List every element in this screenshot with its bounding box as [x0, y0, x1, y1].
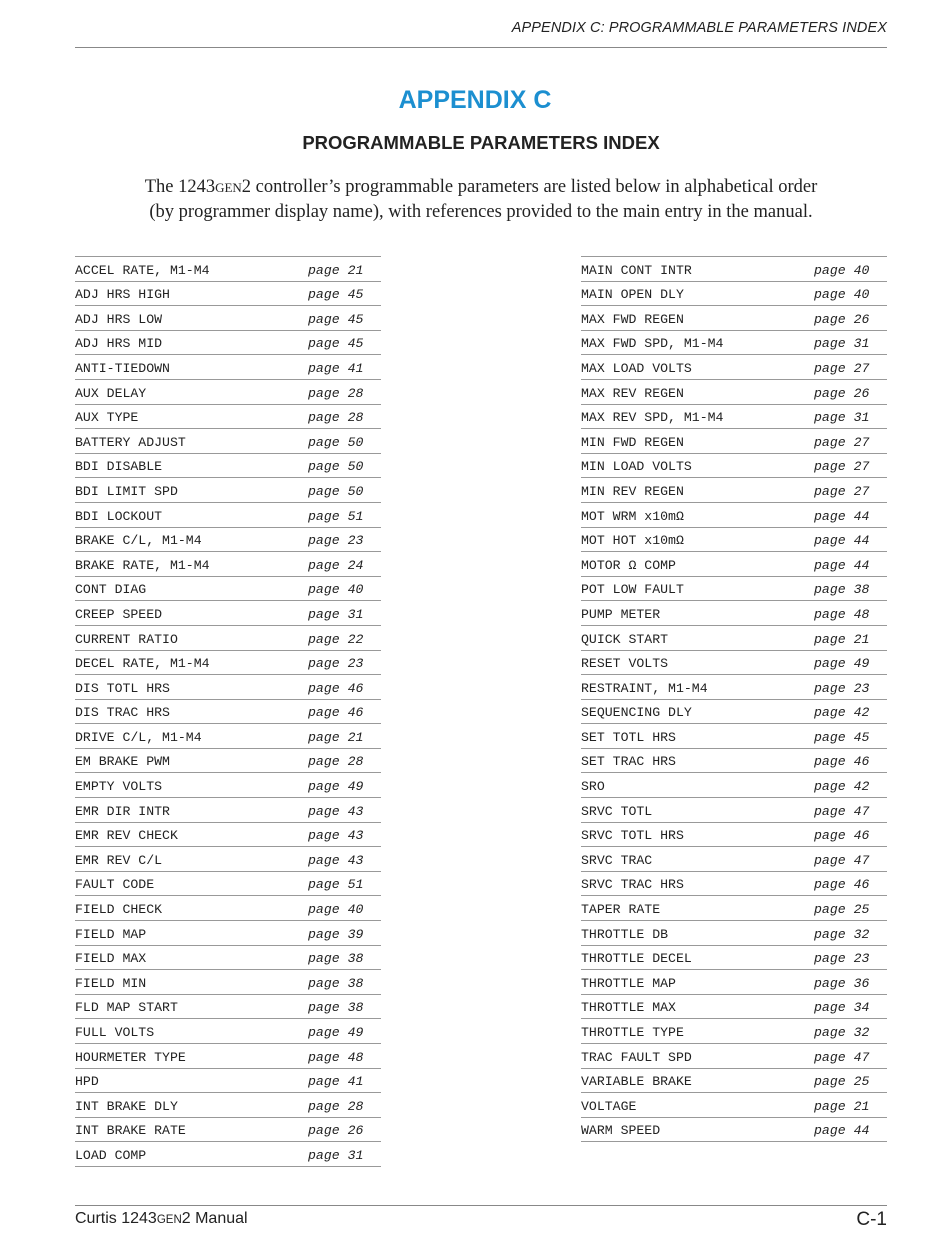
parameter-name: FLD MAP START [75, 1000, 178, 1016]
parameter-row [581, 1019, 887, 1044]
page-reference: page 44 [814, 508, 870, 524]
parameter-name: POT LOW FAULT [581, 582, 684, 598]
intro-line1-before: The 1243 [144, 177, 216, 197]
page-reference: page 26 [308, 1123, 364, 1139]
parameter-row [75, 896, 381, 921]
page-reference: page 42 [814, 705, 870, 721]
appendix-subtitle: PROGRAMMABLE PARAMETERS INDEX [302, 132, 660, 153]
parameter-row [581, 601, 887, 626]
parameter-name: EMR DIR INTR [75, 803, 170, 819]
footer-manual-after: 2 Manual [181, 1210, 248, 1227]
page-reference: page 46 [814, 877, 870, 893]
parameter-name: CURRENT RATIO [75, 631, 178, 647]
page-reference: page 45 [814, 729, 870, 745]
header-rule [75, 47, 887, 48]
parameter-name: DIS TOTL HRS [75, 680, 170, 696]
parameter-name: BDI LIMIT SPD [75, 483, 178, 499]
page-reference: page 23 [814, 951, 870, 967]
running-header: APPENDIX C: PROGRAMMABLE PARAMETERS INDEX [511, 20, 887, 36]
parameter-name: SRVC TOTL HRS [581, 828, 684, 844]
parameter-row [75, 1093, 381, 1118]
parameter-row [75, 970, 381, 995]
parameter-name: MAX FWD SPD, M1-M4 [581, 336, 724, 352]
page-reference: page 32 [814, 926, 870, 942]
parameter-name: SRVC TRAC [581, 852, 653, 868]
parameter-row [581, 798, 887, 823]
parameter-row [581, 847, 887, 872]
parameter-row [581, 1044, 887, 1069]
parameter-row [75, 601, 381, 626]
parameter-name: SET TOTL HRS [581, 729, 676, 745]
parameter-name: MAX LOAD VOLTS [581, 360, 692, 376]
parameter-name: LOAD COMP [75, 1147, 147, 1163]
parameter-row [75, 1044, 381, 1069]
parameter-column-left [75, 256, 381, 1167]
page-reference: page 31 [814, 336, 870, 352]
parameter-name: BDI LOCKOUT [75, 508, 163, 524]
page-reference: page 38 [308, 975, 364, 991]
parameter-row [75, 773, 381, 798]
parameter-name: ADJ HRS MID [75, 336, 163, 352]
parameter-name: MIN LOAD VOLTS [581, 459, 692, 475]
page-reference: page 38 [308, 1000, 364, 1016]
parameter-name: TAPER RATE [581, 902, 661, 918]
page-reference: page 46 [308, 680, 364, 696]
page-reference: page 47 [814, 803, 870, 819]
parameter-name: PUMP METER [581, 606, 661, 622]
parameter-row [581, 282, 887, 307]
parameter-name: INT BRAKE DLY [75, 1098, 178, 1114]
parameter-name: MAIN OPEN DLY [581, 287, 684, 303]
page-reference: page 27 [814, 483, 870, 499]
parameter-name: SRVC TOTL [581, 803, 653, 819]
parameter-row [581, 306, 887, 331]
page-reference: page 21 [814, 1098, 870, 1114]
page-reference: page 28 [308, 1098, 364, 1114]
parameter-name: MIN REV REGEN [581, 483, 684, 499]
page-reference: page 22 [308, 631, 364, 647]
page-reference: page 28 [308, 385, 364, 401]
parameter-name: HOURMETER TYPE [75, 1049, 186, 1065]
parameter-row [581, 478, 887, 503]
parameter-name: FIELD MAP [75, 926, 147, 942]
page-reference: page 44 [814, 557, 870, 573]
footer-rule [75, 1205, 887, 1206]
page-reference: page 32 [814, 1025, 870, 1040]
page-reference: page 36 [814, 975, 870, 991]
page-reference: page 51 [308, 508, 364, 524]
parameter-name: THROTTLE MAX [581, 1000, 676, 1016]
parameter-name: EMR REV C/L [75, 852, 163, 868]
parameter-row [581, 380, 887, 405]
parameter-row [75, 995, 381, 1020]
parameter-row [581, 921, 887, 946]
parameter-name: FIELD MAX [75, 951, 147, 967]
parameter-row [75, 429, 381, 454]
parameter-name: ADJ HRS LOW [75, 311, 163, 327]
page-reference: page 40 [814, 262, 870, 278]
parameter-row [75, 651, 381, 676]
parameter-row [75, 1069, 381, 1094]
parameter-name: FULL VOLTS [75, 1025, 155, 1040]
parameter-row [581, 896, 887, 921]
parameter-row [75, 355, 381, 380]
parameter-name: SET TRAC HRS [581, 754, 676, 770]
footer-manual-before: Curtis 1243 [75, 1210, 157, 1227]
parameter-row [581, 577, 887, 602]
parameter-row [75, 282, 381, 307]
parameter-row [75, 626, 381, 651]
parameter-name: MIN FWD REGEN [581, 434, 684, 450]
parameter-row [75, 380, 381, 405]
parameter-row [75, 946, 381, 971]
page-reference: page 48 [814, 606, 870, 622]
page-reference: page 43 [308, 852, 364, 868]
page-reference: page 50 [308, 434, 364, 450]
parameter-name: MAX REV SPD, M1-M4 [581, 410, 724, 426]
page-reference: page 34 [814, 1000, 870, 1016]
page-reference: page 38 [814, 582, 870, 598]
page-reference: page 46 [814, 754, 870, 770]
parameter-name: RESET VOLTS [581, 656, 669, 672]
page-reference: page 25 [814, 1074, 870, 1090]
page-reference: page 46 [814, 828, 870, 844]
parameter-name: MAIN CONT INTR [581, 262, 692, 278]
parameter-name: FAULT CODE [75, 877, 155, 893]
parameter-row [581, 331, 887, 356]
page-reference: page 41 [308, 360, 364, 376]
parameter-name: MAX FWD REGEN [581, 311, 684, 327]
parameter-name: MOT HOT x10mΩ [581, 533, 684, 549]
parameter-row [581, 1093, 887, 1118]
parameter-row [581, 700, 887, 725]
parameter-name: VARIABLE BRAKE [581, 1074, 692, 1090]
page-reference: page 44 [814, 1123, 870, 1139]
page-reference: page 31 [308, 1147, 364, 1163]
parameter-name: SRO [581, 779, 605, 795]
parameter-row [581, 995, 887, 1020]
parameter-row [75, 552, 381, 577]
page-reference: page 42 [814, 779, 870, 795]
parameter-name: CONT DIAG [75, 582, 147, 598]
parameter-row [75, 528, 381, 553]
intro-gen: GEN [215, 180, 242, 195]
parameter-name: AUX DELAY [75, 385, 147, 401]
parameter-name: INT BRAKE RATE [75, 1123, 186, 1139]
page-reference: page 46 [308, 705, 364, 721]
page-reference: page 47 [814, 852, 870, 868]
page-reference: page 51 [308, 877, 364, 893]
parameter-row [581, 552, 887, 577]
parameter-row [581, 773, 887, 798]
parameter-row [75, 921, 381, 946]
parameter-row [75, 1019, 381, 1044]
page-reference: page 44 [814, 533, 870, 549]
parameter-name: DIS TRAC HRS [75, 705, 170, 721]
parameter-row [581, 872, 887, 897]
page-reference: page 47 [814, 1049, 870, 1065]
page-reference: page 43 [308, 828, 364, 844]
intro-line2: (by programmer display name), with references provided to the main entry in the manual. [149, 202, 813, 222]
page-reference: page 23 [308, 656, 364, 672]
parameter-row [75, 577, 381, 602]
parameter-name: AUX TYPE [75, 410, 139, 426]
page-reference: page 21 [814, 631, 870, 647]
page-reference: page 23 [814, 680, 870, 696]
page-reference: page 50 [308, 483, 364, 499]
parameter-name: BDI DISABLE [75, 459, 163, 475]
page-reference: page 50 [308, 459, 364, 475]
parameter-row [581, 503, 887, 528]
parameter-name: THROTTLE DECEL [581, 951, 692, 967]
page-reference: page 48 [308, 1049, 364, 1065]
parameter-row [581, 675, 887, 700]
parameter-row [581, 454, 887, 479]
page-reference: page 40 [308, 582, 364, 598]
parameter-row [581, 626, 887, 651]
page-reference: page 39 [308, 926, 364, 942]
parameter-row [75, 454, 381, 479]
page-reference: page 26 [814, 385, 870, 401]
page-reference: page 21 [308, 262, 364, 278]
parameter-row [75, 823, 381, 848]
appendix-title: APPENDIX C [398, 86, 552, 114]
parameter-name: TRAC FAULT SPD [581, 1049, 692, 1065]
page-reference: page 41 [308, 1074, 364, 1090]
parameter-name: THROTTLE DB [581, 926, 669, 942]
parameter-name: QUICK START [581, 631, 669, 647]
parameter-name: DRIVE C/L, M1-M4 [75, 729, 202, 745]
page-reference: page 28 [308, 754, 364, 770]
parameter-row [581, 1069, 887, 1094]
parameter-name: DECEL RATE, M1-M4 [75, 656, 210, 672]
parameter-name: CREEP SPEED [75, 606, 163, 622]
parameter-name: RESTRAINT, M1-M4 [581, 680, 708, 696]
parameter-name: SRVC TRAC HRS [581, 877, 684, 893]
page-reference: page 40 [814, 287, 870, 303]
page-reference: page 49 [308, 779, 364, 795]
page-reference: page 26 [814, 311, 870, 327]
parameter-row [581, 970, 887, 995]
intro-paragraph [75, 175, 887, 225]
parameter-name: THROTTLE MAP [581, 975, 676, 991]
parameter-row [581, 823, 887, 848]
parameter-row [75, 405, 381, 430]
page-reference: page 27 [814, 434, 870, 450]
parameter-row [75, 257, 381, 282]
footer-manual-gen: GEN [156, 1214, 182, 1226]
parameter-row [581, 946, 887, 971]
page-number: C-1 [856, 1209, 887, 1230]
parameter-row [75, 700, 381, 725]
parameter-row [75, 1142, 381, 1167]
parameter-row [75, 1118, 381, 1143]
page-reference: page 23 [308, 533, 364, 549]
page-reference: page 27 [814, 459, 870, 475]
parameter-name: BRAKE RATE, M1-M4 [75, 557, 210, 573]
page-reference: page 31 [308, 606, 364, 622]
page-reference: page 28 [308, 410, 364, 426]
page-reference: page 43 [308, 803, 364, 819]
parameter-name: ADJ HRS HIGH [75, 287, 170, 303]
intro-line1-after: 2 controller’s programmable parameters are listed below in alphabetical order [241, 177, 818, 197]
parameter-name: FIELD CHECK [75, 902, 163, 918]
parameter-name: HPD [75, 1074, 99, 1090]
parameter-name: THROTTLE TYPE [581, 1025, 684, 1040]
parameter-name: FIELD MIN [75, 975, 147, 991]
parameter-row [75, 675, 381, 700]
parameter-name: EMR REV CHECK [75, 828, 178, 844]
page-reference: page 25 [814, 902, 870, 918]
page-reference: page 45 [308, 287, 364, 303]
parameter-row [581, 528, 887, 553]
parameter-name: ACCEL RATE, M1-M4 [75, 262, 210, 278]
page-reference: page 45 [308, 336, 364, 352]
page-reference: page 31 [814, 410, 870, 426]
parameter-row [75, 798, 381, 823]
page-reference: page 38 [308, 951, 364, 967]
parameter-row [75, 478, 381, 503]
parameter-row [75, 872, 381, 897]
parameter-row [75, 724, 381, 749]
parameter-row [75, 331, 381, 356]
parameter-row [581, 405, 887, 430]
page-reference: page 40 [308, 902, 364, 918]
page-reference: page 49 [308, 1025, 364, 1040]
parameter-name: ANTI-TIEDOWN [75, 360, 170, 376]
parameter-name: MOT WRM x10mΩ [581, 508, 684, 524]
page-reference: page 21 [308, 729, 364, 745]
parameter-row [581, 651, 887, 676]
parameter-row [75, 749, 381, 774]
parameter-name: VOLTAGE [581, 1098, 637, 1114]
parameter-row [75, 503, 381, 528]
parameter-row [581, 257, 887, 282]
page-reference: page 45 [308, 311, 364, 327]
parameter-row [581, 749, 887, 774]
parameter-name: BRAKE C/L, M1-M4 [75, 533, 202, 549]
footer-manual-name [75, 1210, 248, 1228]
parameter-name: BATTERY ADJUST [75, 434, 186, 450]
page-reference: page 24 [308, 557, 364, 573]
parameter-column-right [581, 256, 887, 1142]
parameter-name: EMPTY VOLTS [75, 779, 163, 795]
parameter-name: EM BRAKE PWM [75, 754, 170, 770]
parameter-row [581, 1118, 887, 1143]
parameter-row [581, 355, 887, 380]
parameter-row [581, 724, 887, 749]
parameter-row [581, 429, 887, 454]
parameter-row [75, 306, 381, 331]
parameter-name: MOTOR Ω COMP [581, 557, 676, 573]
page-reference: page 49 [814, 656, 870, 672]
parameter-name: SEQUENCING DLY [581, 705, 692, 721]
parameter-row [75, 847, 381, 872]
parameter-name: MAX REV REGEN [581, 385, 684, 401]
parameter-name: WARM SPEED [581, 1123, 661, 1139]
page-reference: page 27 [814, 360, 870, 376]
